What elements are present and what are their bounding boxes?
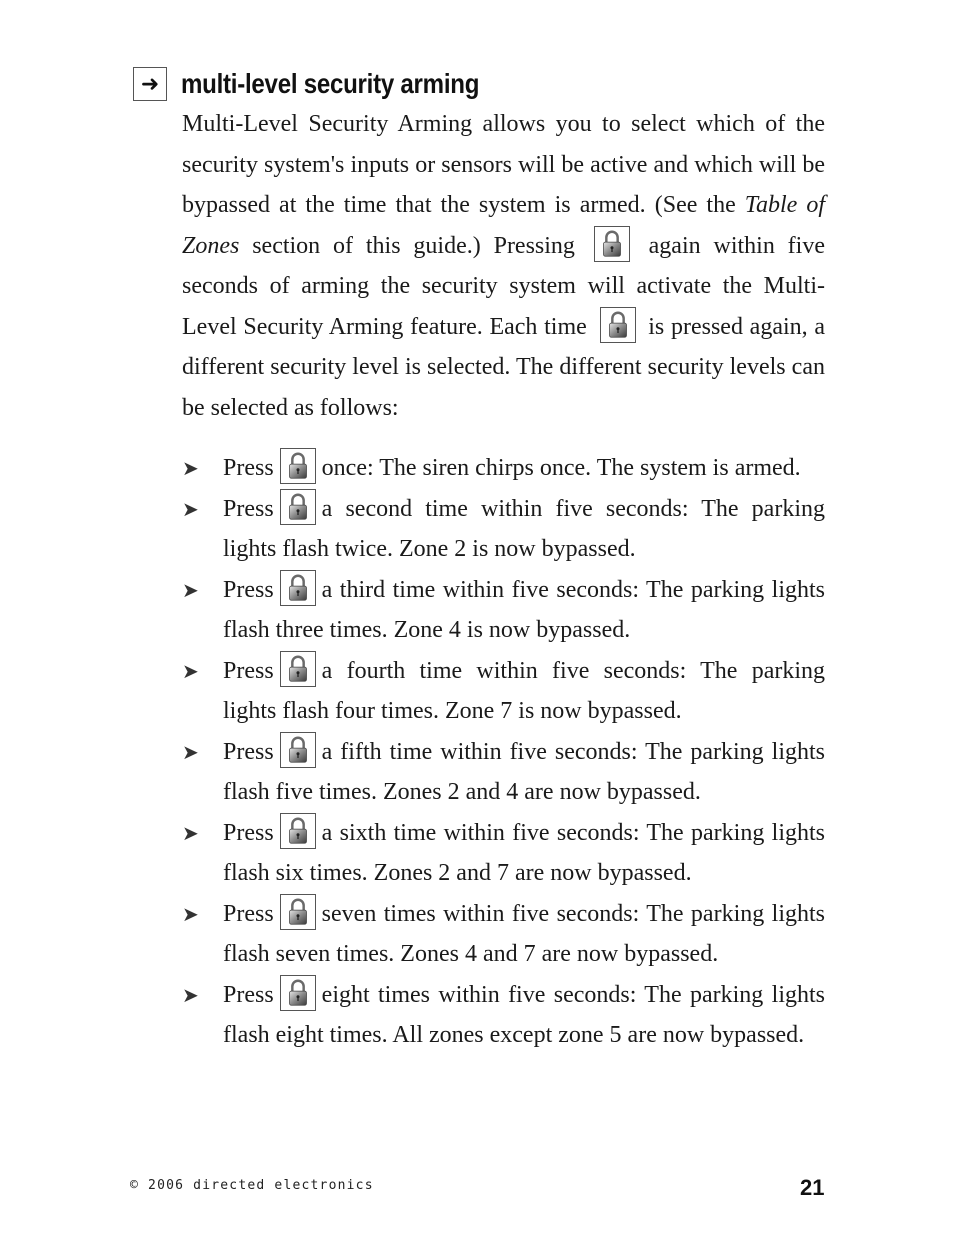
security-level-list bbox=[182, 448, 825, 1056]
press-label: Press bbox=[223, 657, 274, 684]
list-item bbox=[182, 489, 825, 570]
bullet-arrow-icon: ➤ bbox=[182, 739, 199, 764]
list-item bbox=[182, 813, 825, 894]
lock-button-icon bbox=[280, 489, 316, 525]
press-label: Press bbox=[223, 495, 274, 522]
lock-button-icon bbox=[600, 307, 636, 343]
list-item bbox=[182, 570, 825, 651]
item-text: eight times within five seconds: The parking lights flash eight times. All zones except zone 5 are now bypassed. bbox=[223, 981, 825, 1048]
item-text: a third time within five seconds: The parking lights flash three times. Zone 4 is now bypassed. bbox=[223, 576, 825, 643]
list-item bbox=[182, 894, 825, 975]
press-label: Press bbox=[223, 981, 274, 1008]
list-item bbox=[182, 651, 825, 732]
lock-button-icon bbox=[594, 226, 630, 262]
item-text: a fourth time within five seconds: The parking lights flash four times. Zone 7 is now bypassed. bbox=[223, 657, 825, 724]
item-text: a fifth time within five seconds: The parking lights flash five times. Zones 2 and 4 are now bypassed. bbox=[223, 738, 825, 805]
section-heading bbox=[133, 64, 528, 104]
press-label: Press bbox=[223, 576, 274, 603]
intro-text-4: is pressed again, a different security level is selected. The different security levels can be selected as follows: bbox=[182, 313, 826, 421]
item-text: once: The siren chirps once. The system is armed. bbox=[321, 455, 801, 481]
item-text: seven times within five seconds: The parking lights flash seven times. Zones 4 and 7 are now bypassed. bbox=[223, 900, 825, 967]
press-label: Press bbox=[223, 819, 274, 846]
intro-paragraph bbox=[182, 104, 825, 428]
bullet-arrow-icon: ➤ bbox=[182, 901, 199, 926]
item-text: a sixth time within five seconds: The parking lights flash six times. Zones 2 and 7 are now bypassed. bbox=[223, 819, 825, 886]
lock-button-icon bbox=[280, 813, 316, 849]
list-item bbox=[182, 448, 825, 489]
press-label: Press bbox=[223, 738, 274, 765]
copyright-notice: © 2006 directed electronics bbox=[130, 1178, 374, 1193]
lock-button-icon bbox=[280, 732, 316, 768]
intro-text-3: again within five seconds of arming the security system will activate the Multi-Level Security Arming feature. Each time bbox=[182, 232, 825, 340]
bullet-arrow-icon: ➤ bbox=[182, 577, 199, 602]
list-item bbox=[182, 732, 825, 813]
item-text: a second time within five seconds: The parking lights flash twice. Zone 2 is now bypassed. bbox=[223, 495, 825, 562]
right-arrow-icon: ➜ bbox=[133, 67, 167, 101]
intro-text-2: section of this guide.) Pressing bbox=[239, 232, 588, 259]
page-number: 21 bbox=[800, 1175, 825, 1200]
lock-button-icon bbox=[280, 651, 316, 687]
bullet-arrow-icon: ➤ bbox=[182, 658, 199, 683]
bullet-arrow-icon: ➤ bbox=[182, 456, 199, 480]
bullet-arrow-icon: ➤ bbox=[182, 820, 199, 845]
lock-button-icon bbox=[280, 894, 316, 930]
bullet-arrow-icon: ➤ bbox=[182, 982, 199, 1007]
list-item bbox=[182, 975, 825, 1056]
press-label: Press bbox=[223, 900, 274, 927]
lock-button-icon bbox=[280, 570, 316, 606]
lock-button-icon bbox=[280, 975, 316, 1011]
intro-text-1: Multi-Level Security Arming allows you to select which of the security system's inputs or sensors will be active and which will be bypassed at the time that the system is armed. (See the bbox=[182, 111, 825, 218]
lock-button-icon bbox=[280, 448, 316, 484]
table-of-zones-reference: Table of Zones bbox=[182, 192, 825, 259]
section-title: multi-level security arming bbox=[181, 68, 480, 99]
bullet-arrow-icon: ➤ bbox=[182, 496, 199, 521]
press-label: Press bbox=[223, 455, 274, 481]
